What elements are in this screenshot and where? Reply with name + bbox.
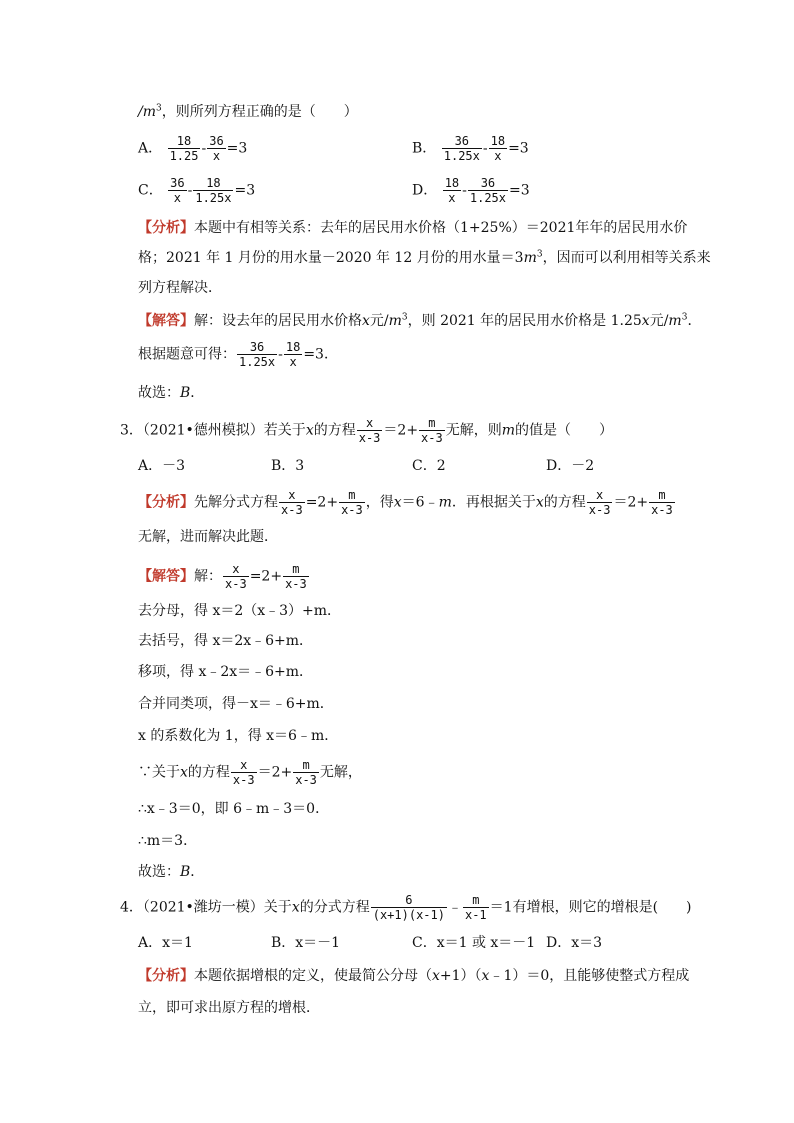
fraction: [339, 488, 365, 517]
analysis-text: ，得: [365, 494, 394, 511]
solution-text: 解：设去年的居民用水价格: [194, 313, 362, 329]
solution-equation: [138, 340, 338, 369]
numerator: 18: [168, 134, 201, 149]
solution-line: [138, 311, 701, 331]
denominator: (x+1)(x-1): [372, 908, 445, 922]
variable: x: [641, 313, 650, 329]
fraction: [279, 488, 305, 517]
denominator: x: [212, 149, 221, 163]
solution-text: ∴m＝3．: [138, 833, 198, 849]
numerator: m: [419, 416, 445, 431]
denominator: x-3: [285, 577, 307, 591]
fraction: [283, 562, 309, 591]
option-label: D．: [412, 182, 438, 199]
option-c: [138, 176, 255, 205]
solution-tag: 【解答】: [138, 568, 194, 585]
analysis-tag: 【分析】: [138, 220, 194, 236]
denominator: x-3: [421, 431, 443, 445]
variable: x: [305, 422, 314, 439]
denominator: x-3: [358, 431, 381, 445]
fraction: [168, 134, 201, 163]
denominator: x-1: [464, 908, 487, 922]
variable: x: [535, 494, 544, 511]
option-a: [138, 456, 185, 476]
variable: m: [668, 313, 682, 329]
analysis-line: [138, 278, 222, 298]
fraction: [223, 562, 249, 591]
variable: m: [438, 494, 452, 511]
variable: x: [291, 899, 300, 916]
analysis-line: [138, 488, 676, 517]
fraction: [442, 134, 482, 163]
option-c: [412, 456, 446, 476]
denominator: 1.25x: [469, 191, 506, 205]
solution-text: 合并同类项，得－x＝﹣6+m．: [138, 696, 334, 712]
analysis-line: [138, 527, 278, 547]
analysis-text: +1）（: [439, 968, 482, 984]
denominator: x: [494, 149, 502, 163]
option-label: A．: [138, 140, 163, 157]
fraction: [357, 416, 383, 445]
choice-line: [138, 383, 204, 403]
question-text: （2021•德州模拟）若关于: [142, 422, 306, 439]
solution-text: 解：: [194, 568, 222, 585]
numerator: 18: [490, 134, 506, 148]
numerator: m: [463, 893, 489, 908]
equation-tail: =3: [234, 182, 256, 199]
denominator: x-3: [588, 503, 611, 517]
numerator: 36: [237, 340, 277, 355]
numerator: 6: [371, 893, 447, 908]
fraction: [207, 134, 225, 163]
fraction: [443, 176, 461, 205]
question-text: （2021•潍坊一模）关于: [142, 899, 292, 916]
option-text: C．2: [412, 458, 446, 474]
analysis-text: ．再根据关于: [451, 494, 536, 511]
solution-step: [138, 799, 329, 819]
numerator: x: [223, 562, 249, 577]
option-d: [546, 456, 594, 476]
solution-tag: 【解答】: [138, 313, 194, 329]
analysis-text: ﹣1）＝0，且能够使整式方程成: [489, 968, 690, 984]
option-text: A．x＝1: [138, 935, 193, 951]
solution-text: ∵关于: [138, 764, 180, 781]
fraction: [293, 758, 319, 787]
solution-text: 无解，: [319, 764, 362, 781]
analysis-line: [138, 218, 687, 238]
option-text: D．－2: [546, 458, 595, 474]
denominator: x-3: [225, 577, 247, 591]
numerator: 36: [170, 176, 185, 190]
denominator: 1.25x: [195, 191, 232, 205]
fraction: [168, 176, 186, 205]
superscript: 3: [681, 312, 688, 323]
numerator: 36: [442, 134, 482, 149]
question-number: 3．: [120, 422, 143, 439]
equation-tail: =3: [509, 182, 530, 199]
question-text: 的方程: [313, 422, 356, 439]
option-a: [138, 933, 193, 953]
variable: m: [388, 313, 402, 329]
question-3-stem: [120, 416, 613, 445]
numerator: x: [231, 758, 257, 773]
superscript: 3: [536, 249, 543, 260]
analysis-text: 格；2021 年 1 月份的用水量－2020 年 12 月份的用水量＝3: [138, 250, 524, 266]
operator: =2+: [249, 568, 283, 585]
question-stem-tail: [138, 102, 358, 122]
numerator: x: [357, 416, 383, 431]
analysis-line: [138, 248, 711, 268]
analysis-tag: 【分析】: [138, 968, 194, 984]
analysis-text: 列方程解决．: [138, 280, 222, 296]
numerator: 18: [193, 176, 233, 191]
analysis-text: 本题中有相等关系：去年的居民用水价格（1+25%）＝2021年年的居民用水价: [194, 220, 688, 236]
question-4-stem: [120, 893, 692, 922]
numerator: 18: [285, 340, 301, 354]
operator: ＝2+: [383, 422, 419, 439]
denominator: x: [448, 191, 456, 205]
variable: x: [393, 494, 402, 511]
option-b: [412, 134, 529, 163]
fraction: [193, 176, 233, 205]
variable: x: [180, 764, 188, 781]
denominator: x-3: [651, 503, 673, 517]
operator: ﹣: [447, 899, 462, 916]
denominator: x-3: [232, 773, 255, 787]
option-b: [271, 933, 340, 953]
option-text: D．x＝3: [546, 935, 603, 951]
solution-text: 根据题意可得：: [138, 346, 236, 363]
choice-end: ．: [190, 864, 205, 880]
choice-value: B: [180, 385, 191, 401]
analysis-text: 的方程: [543, 494, 586, 511]
fraction: [587, 488, 613, 517]
operator: -: [278, 346, 283, 363]
choice-line: [138, 862, 204, 882]
denominator: x-3: [295, 773, 317, 787]
fraction: [371, 893, 447, 922]
option-a: [138, 134, 247, 163]
solution-step: [138, 631, 313, 651]
solution-text: 去分母，得 x＝2（x﹣3）+m．: [138, 603, 342, 619]
superscript: 3: [401, 312, 408, 323]
numerator: x: [279, 488, 305, 503]
option-d: [546, 933, 602, 953]
solution-step: [138, 662, 313, 682]
analysis-line: [138, 998, 320, 1018]
choice-value: B: [180, 864, 191, 880]
option-text: C．x＝1 或 x＝－1: [412, 935, 536, 951]
solution-step: [138, 758, 362, 787]
denominator: 1.25x: [239, 355, 276, 369]
operator: -: [201, 140, 207, 157]
option-label: B．: [412, 140, 437, 157]
choice-label: 故选：: [138, 385, 180, 401]
numerator: m: [649, 488, 675, 503]
analysis-text: 立，即可求出原方程的增根．: [138, 1000, 320, 1016]
variable: x: [362, 313, 370, 329]
question-text: ＝1有增根，则它的增根是( ): [489, 899, 692, 916]
denominator: x-3: [341, 503, 363, 517]
fraction: [284, 340, 302, 369]
analysis-text: 无解，进而解决此题．: [138, 529, 278, 545]
superscript: 3: [156, 103, 162, 114]
fraction: [237, 340, 277, 369]
equation-tail: =3: [508, 140, 529, 157]
option-d: [412, 176, 530, 205]
numerator: m: [339, 488, 365, 503]
numerator: m: [283, 562, 309, 577]
analysis-text: ＝6﹣: [401, 494, 439, 511]
solution-text: 移项，得 x﹣2x＝﹣6+m．: [138, 664, 314, 680]
solution-line: [138, 562, 310, 591]
fraction: [231, 758, 257, 787]
variable: m: [523, 250, 537, 266]
equation-tail: =3: [226, 140, 248, 157]
option-c: [412, 933, 535, 953]
solution-text: 的方程: [187, 764, 230, 781]
solution-step: [138, 726, 338, 746]
choice-end: ．: [190, 385, 205, 401]
solution-step: [138, 601, 341, 621]
analysis-text: ，因而可以利用相等关系来: [542, 250, 711, 266]
option-text: A．－3: [138, 458, 186, 474]
operator: -: [462, 182, 467, 199]
option-label: C．: [138, 182, 163, 199]
solution-text: ∴x﹣3＝0，即 6﹣m﹣3＝0．: [138, 801, 330, 817]
denominator: 1.25: [169, 149, 199, 163]
operator: -: [482, 140, 488, 157]
equation-tail: =3．: [303, 346, 338, 363]
solution-text: 去括号，得 x＝2x﹣6+m．: [138, 633, 314, 649]
numerator: x: [587, 488, 613, 503]
analysis-tag: 【分析】: [138, 494, 194, 511]
fraction: [468, 176, 508, 205]
variable: m: [501, 422, 516, 439]
question-text: 无解，则: [445, 422, 502, 439]
operator: =2+: [305, 494, 339, 511]
numerator: m: [293, 758, 319, 773]
variable: x: [432, 968, 440, 984]
solution-text: 元/: [369, 313, 389, 329]
option-b: [271, 456, 304, 476]
variable: x: [481, 968, 490, 984]
solution-step: [138, 694, 334, 714]
solution-text: x 的系数化为 1，得 x＝6﹣m．: [138, 728, 339, 744]
analysis-text: 先解分式方程: [194, 494, 278, 511]
analysis-text: 本题依据增根的定义，使最简公分母（: [194, 968, 432, 984]
operator: ＝2+: [613, 494, 649, 511]
operator: -: [187, 182, 193, 199]
numerator: 36: [209, 134, 224, 148]
choice-label: 故选：: [138, 864, 180, 880]
fraction: [649, 488, 675, 517]
question-text: 的值是（ ）: [515, 422, 614, 439]
solution-text: 元/: [649, 313, 669, 329]
denominator: x: [173, 191, 182, 205]
question-text: 的分式方程: [299, 899, 370, 916]
numerator: 36: [468, 176, 508, 191]
fraction: [419, 416, 445, 445]
solution-text: ．: [687, 313, 702, 329]
numerator: 18: [444, 176, 460, 190]
denominator: x: [289, 355, 297, 369]
denominator: 1.25x: [443, 149, 480, 163]
option-text: B．3: [271, 458, 305, 474]
solution-text: ，则 2021 年的居民用水价格是 1.25: [407, 313, 642, 329]
denominator: x-3: [281, 503, 303, 517]
solution-step: [138, 831, 197, 851]
unit-text: /m: [138, 104, 156, 120]
stem-text: ，则所列方程正确的是（ ）: [161, 104, 358, 120]
option-text: B．x＝－1: [271, 935, 341, 951]
analysis-line: [138, 966, 689, 986]
fraction: [489, 134, 507, 163]
fraction: [463, 893, 489, 922]
question-number: 4．: [120, 899, 143, 916]
operator: ＝2+: [257, 764, 293, 781]
